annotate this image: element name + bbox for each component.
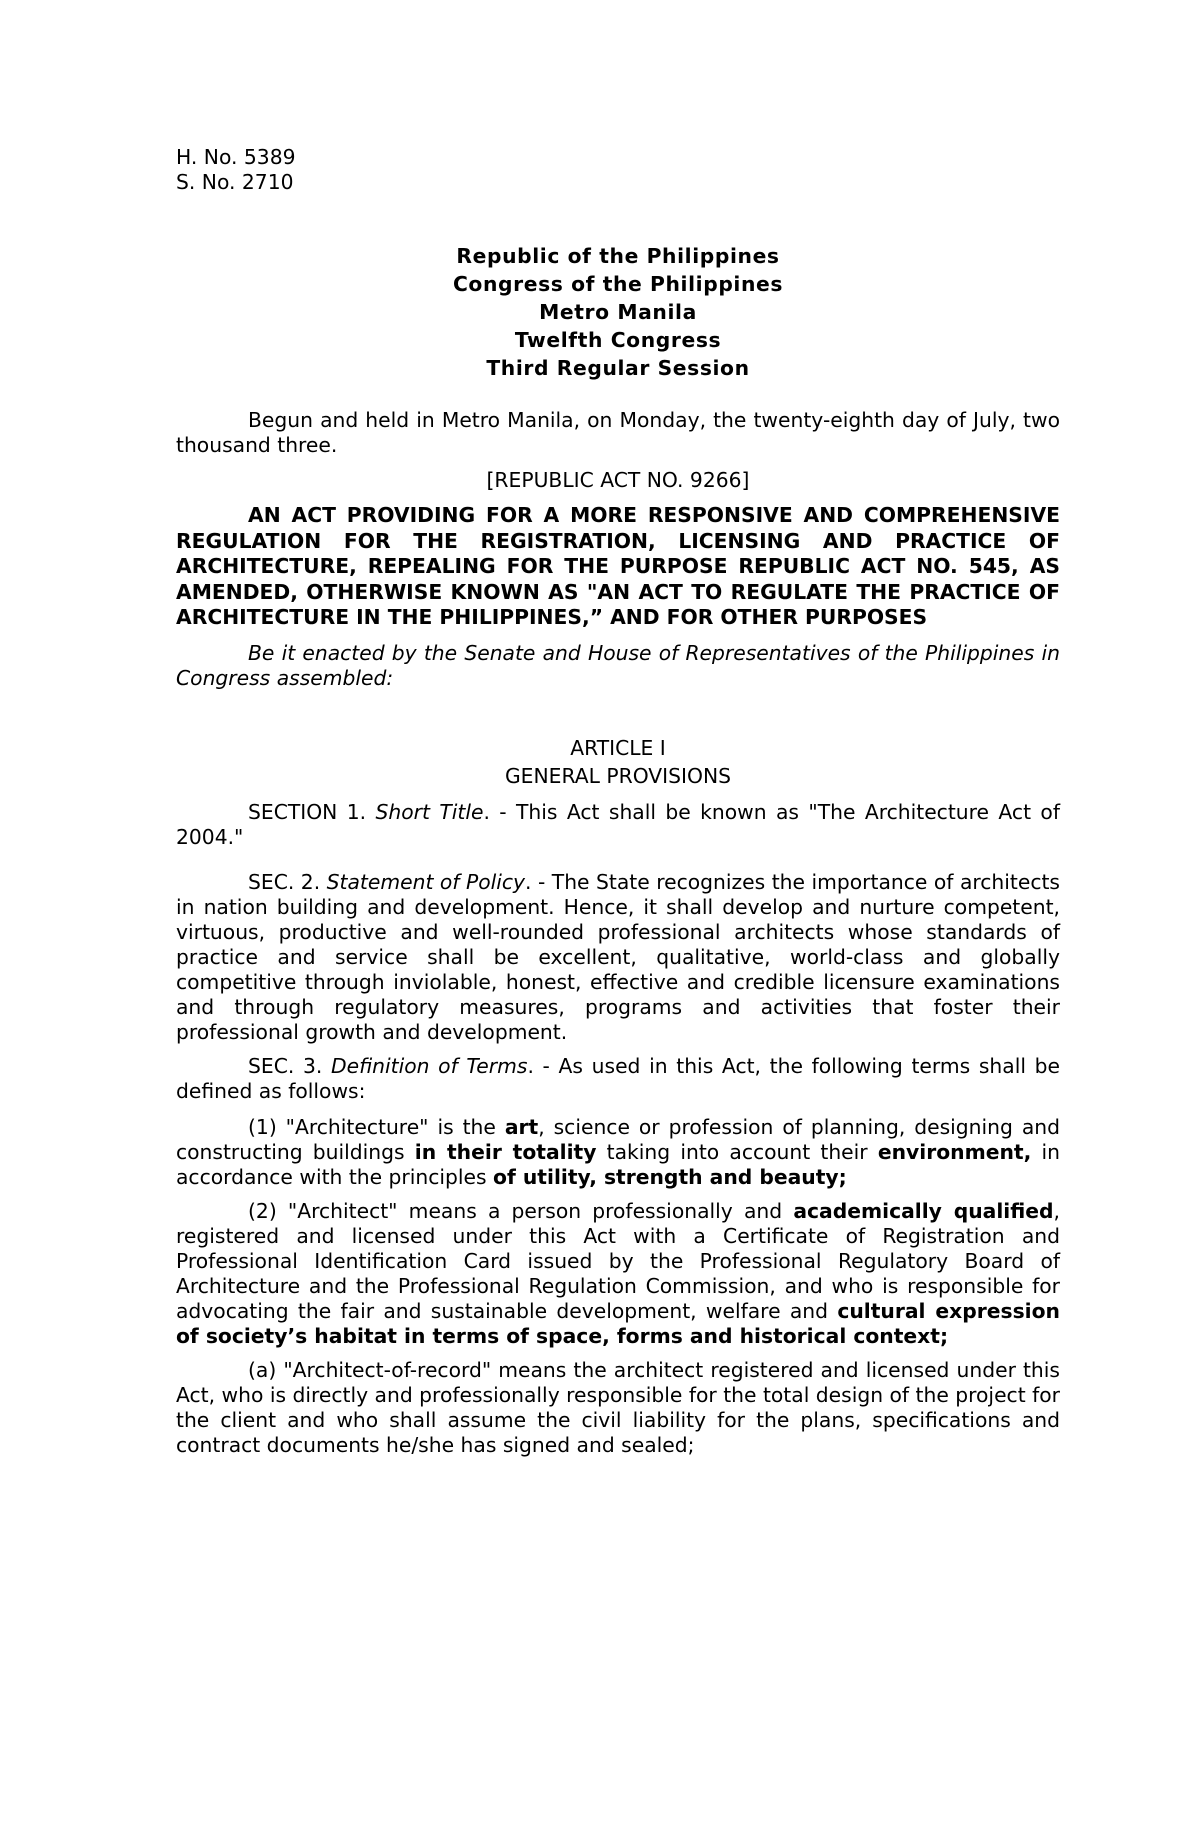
section-2-heading: Statement of Policy bbox=[326, 869, 526, 894]
definition-1-text-a: (1) "Architecture" is the bbox=[248, 1114, 505, 1139]
definition-1-bold-d: of utility, strength and beauty; bbox=[493, 1164, 847, 1189]
senate-bill-number: S. No. 2710 bbox=[176, 170, 294, 194]
definition-2-bold-b: cultural expression of society’s habitat in terms of space, forms and historical context; bbox=[176, 1298, 1060, 1348]
house-bill-number: H. No. 5389 bbox=[176, 145, 296, 169]
article-number: ARTICLE I bbox=[570, 735, 666, 760]
section-3-heading: Definition of Terms bbox=[330, 1053, 528, 1078]
section-2-text: . - The State recognizes the importance of architects in nation building and development. Hence, it shall develop and nurture competent, virtuous, productive and well-rounded professional architects whose standards of practice and service shall be excellent, qualitative, world-class and globally competitive through inviolable, honest, effective and credible licensure examinations and through regulatory measures, programs and activities that foster their professional growth and development. bbox=[176, 869, 1061, 1044]
document-page bbox=[176, 145, 1060, 1458]
definition-1-bold-a: art bbox=[504, 1114, 539, 1139]
section-1-label: SECTION 1. bbox=[248, 799, 376, 824]
definition-1-text-d: in accordance with the principles bbox=[176, 1139, 1060, 1189]
definition-architect bbox=[176, 1199, 1060, 1349]
act-title: AN ACT PROVIDING FOR A MORE RESPONSIVE AND COMPREHENSIVE REGULATION FOR THE REGISTRATION, LICENSING AND PRACTICE OF ARCHITECTURE, REPEALING FOR THE PURPOSE REPUBLIC ACT NO. 545, AS AMENDED, OTHERWISE KNOWN AS "AN ACT TO REGULATE THE PRACTICE OF ARCHITECTURE IN THE PHILIPPINES,” AND FOR OTHER PURPOSES bbox=[176, 503, 1060, 629]
definition-architecture bbox=[176, 1115, 1060, 1190]
section-3-label: SEC. 3. bbox=[248, 1053, 331, 1078]
article-title: GENERAL PROVISIONS bbox=[504, 763, 732, 788]
enacting-clause: Be it enacted by the Senate and House of Representatives of the Philippines in Congress assembled: bbox=[176, 640, 1060, 690]
heading-line-location: Metro Manila bbox=[539, 300, 697, 324]
heading-line-republic: Republic of the Philippines bbox=[456, 244, 780, 268]
document-heading bbox=[176, 242, 1060, 382]
heading-line-session: Third Regular Session bbox=[486, 356, 750, 380]
definition-1-bold-c: environment, bbox=[877, 1139, 1032, 1164]
definition-1-text-c: taking into account their bbox=[596, 1139, 878, 1164]
section-1 bbox=[176, 800, 1060, 850]
heading-line-congress-number: Twelfth Congress bbox=[514, 328, 722, 352]
begun-statement: Begun and held in Metro Manila, on Monday, the twenty-eighth day of July, two thousand three. bbox=[176, 408, 1060, 457]
section-1-text: . - This Act shall be known as "The Architecture Act of 2004." bbox=[176, 799, 1060, 849]
bill-numbers bbox=[176, 145, 1060, 195]
section-2-label: SEC. 2. bbox=[248, 869, 327, 894]
definition-2-bold-a: academically qualified bbox=[793, 1198, 1054, 1223]
republic-act-number: [REPUBLIC ACT NO. 9266] bbox=[486, 468, 750, 492]
article-heading bbox=[176, 734, 1060, 790]
heading-line-congress: Congress of the Philippines bbox=[452, 272, 784, 296]
section-1-heading: Short Title bbox=[375, 799, 484, 824]
definition-1-text-b: , science or profession of planning, designing and constructing buildings bbox=[176, 1114, 1060, 1164]
definition-2-text-a: (2) "Architect" means a person professionally and bbox=[248, 1198, 794, 1223]
definition-architect-of-record: (a) "Architect-of-record" means the architect registered and licensed under this Act, who is directly and professionally responsible for the total design of the project for the client and who shall assume the civil liability for the plans, specifications and contract documents he/she has signed and sealed; bbox=[176, 1357, 1060, 1457]
section-3 bbox=[176, 1054, 1060, 1104]
definition-1-bold-b: in their totality bbox=[414, 1139, 597, 1164]
section-2 bbox=[176, 870, 1060, 1045]
section-3-text: . - As used in this Act, the following terms shall be defined as follows: bbox=[176, 1053, 1060, 1103]
definition-2-text-b: , registered and licensed under this Act with a Certificate of Registration and Professional Identification Card issued by the Professional Regulatory Board of Architecture and the Professional Regulation Commission, and who is responsible for advocating the fair and sustainable development, welfare and bbox=[176, 1198, 1060, 1323]
